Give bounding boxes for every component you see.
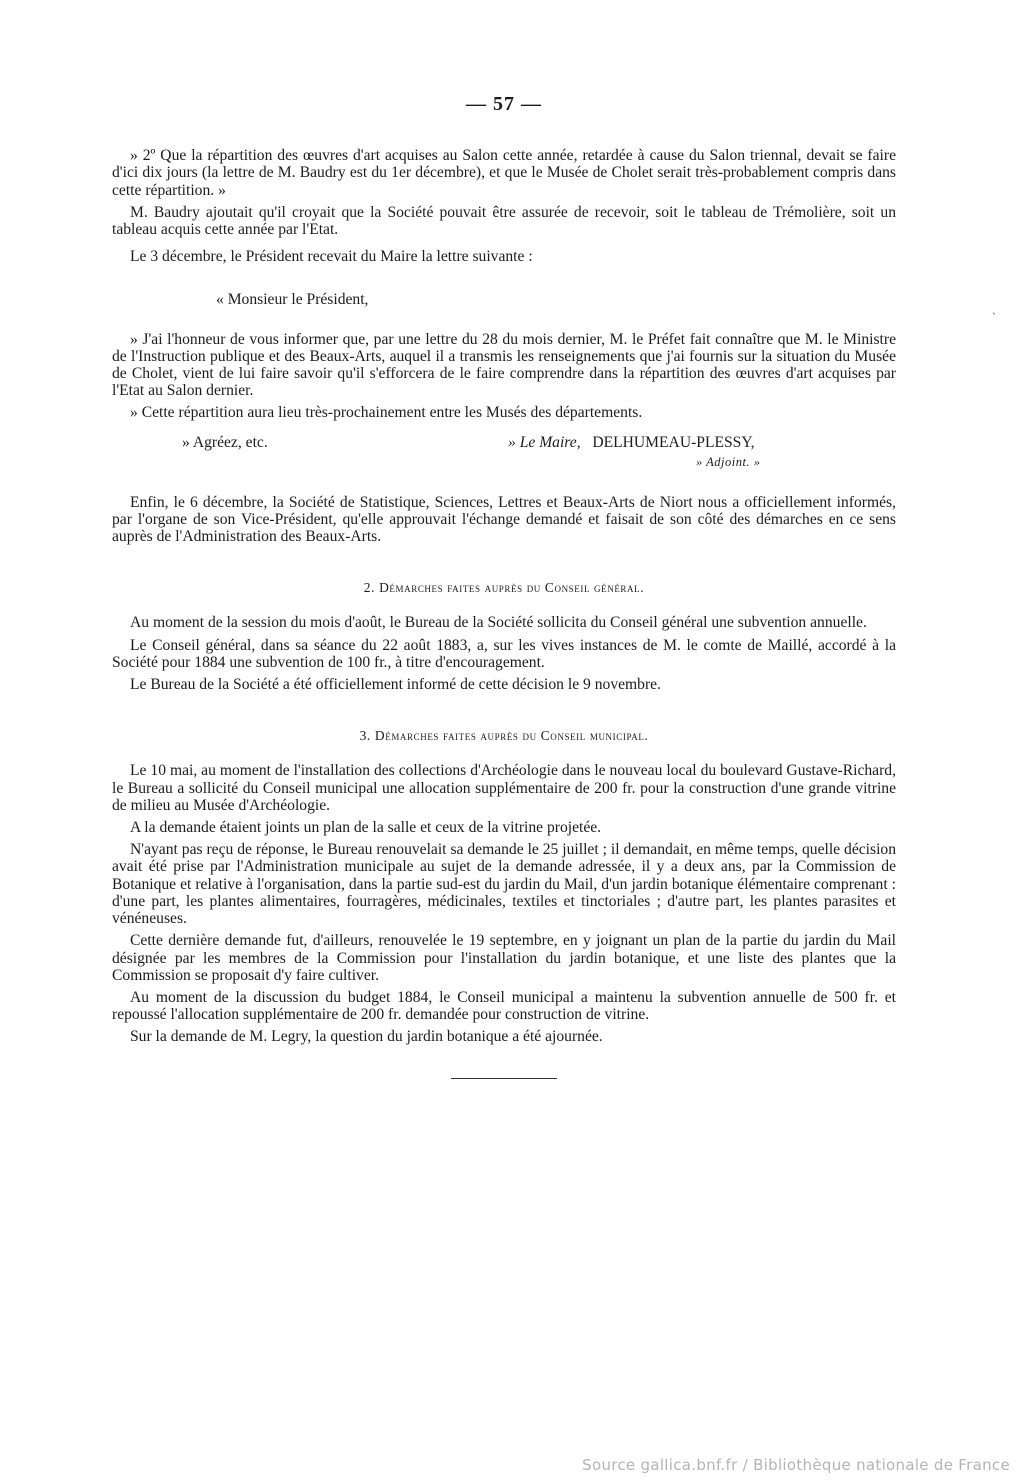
- letter-closing: » Agréez, etc.: [182, 433, 268, 451]
- source-footer: Source gallica.bnf.fr / Bibliothèque nationale de France: [582, 1456, 1010, 1474]
- section-2-title: 2. Démarches faites auprès du Conseil général.: [363, 580, 645, 596]
- paragraph-intro-1: » 2º Que la répartition des œuvres d'art acquises au Salon cette année, retardée à cause du Salon triennal, devait se faire d'ici dix jours (la lettre de M. Baudry est du 1er décembre), et que le Musée de Cholet serait très-probablement compris dans cette répartition. »: [112, 147, 896, 199]
- section-2-paragraph-1: Au moment de la session du mois d'août, le Bureau de la Société sollicita du Conseil général une subvention annuelle.: [130, 614, 867, 632]
- margin-mark: ˋ: [992, 310, 996, 324]
- section-2-paragraph-3: Le Bureau de la Société a été officiellement informé de cette décision le 9 novembre.: [130, 676, 661, 694]
- paragraph-intro-2: M. Baudry ajoutait qu'il croyait que la Société pouvait être assurée de recevoir, soit le tableau de Trémolière, soit un tableau acquis cette année par l'Etat.: [112, 203, 896, 239]
- end-rule: [451, 1078, 557, 1079]
- section-3-paragraph-1: Le 10 mai, au moment de l'installation des collections d'Archéologie dans le nouveau local du boulevard Gustave-Richard, le Bureau a sollicité du Conseil municipal une allocation supplémentaire de 200 fr. pour la construction d'une grande vitrine de milieu au Musée d'Archéologie.: [112, 762, 896, 814]
- letter-body-2: » Cette répartition aura lieu très-prochainement entre les Musés des départements.: [130, 404, 643, 422]
- signature-prefix: » Le Maire,: [508, 433, 581, 451]
- letter-signature: [508, 434, 755, 451]
- section-3-paragraph-6: Sur la demande de M. Legry, la question du jardin botanique a été ajournée.: [130, 1028, 603, 1046]
- section-3-paragraph-2: A la demande étaient joints un plan de la salle et ceux de la vitrine projetée.: [130, 819, 602, 837]
- signature-role: » Adjoint. »: [696, 454, 761, 469]
- signature-name: DELHUMEAU-PLESSY,: [592, 433, 755, 451]
- section-2-paragraph-2: Le Conseil général, dans sa séance du 22 août 1883, a, sur les vives instances de M. le comte de Maillé, accordé à la Société pour 1884 une subvention de 100 fr., à titre d'encouragement.: [112, 636, 896, 671]
- section-3-paragraph-4: Cette dernière demande fut, d'ailleurs, renouvelée le 19 septembre, en y joignant un plan de la partie du jardin du Mail désignée par les membres de la Commission pour l'installation du jardin botanique, et une liste des plantes que la Commission se proposait d'y faire cultiver.: [112, 932, 896, 984]
- section-3-paragraph-5: Au moment de la discussion du budget 1884, le Conseil municipal a maintenu la subvention annuelle de 500 fr. et repoussé l'allocation supplémentaire de 200 fr. demandée pour construction de vitrine.: [112, 988, 896, 1024]
- letter-role-row: [112, 454, 896, 472]
- page-number: — 57 —: [466, 93, 542, 115]
- section-3-title: 3. Démarches faites auprès du Conseil municipal.: [359, 728, 649, 744]
- paragraph-intro-3: Le 3 décembre, le Président recevait du Maire la lettre suivante :: [130, 248, 533, 266]
- document-page: [112, 93, 896, 1079]
- section-3-paragraph-3: N'ayant pas reçu de réponse, le Bureau renouvelait sa demande le 25 juillet ; il demandait, en même temps, quelle décision avait été prise par l'Administration municipale au sujet de la demande adressée, il y a deux ans, par la Commission de Botanique et relative à l'organisation, dans la partie sud-est du jardin du Mail, d'un jardin botanique élémentaire comprenant : d'une part, les plantes alimentaires, fourragères, médicinales, textiles et tinctoriales ; d'autre part, les plantes parasites et vénéneuses.: [112, 841, 896, 928]
- letter-closing-row: [112, 434, 896, 454]
- letter-body-1: » J'ai l'honneur de vous informer que, par une lettre du 28 du mois dernier, M. le Préfet fait connaître que M. le Ministre de l'Instruction publique et des Beaux-Arts, auquel il a transmis les renseignements que j'ai fournis sur la situation du Musée de Cholet, vient de lui faire savoir qu'il s'efforcera de le faire comprendre dans la répartition des œuvres d'art acquises par l'Etat au Salon dernier.: [112, 330, 896, 400]
- letter-salutation: « Monsieur le Président,: [216, 291, 369, 309]
- paragraph-after-letter: Enfin, le 6 décembre, la Société de Statistique, Sciences, Lettres et Beaux-Arts de Niort nous a officiellement informés, par l'organe de son Vice-Président, qu'elle approuvait l'échange demandé et faisait de son côté des démarches en ce sens auprès de l'Administration des Beaux-Arts.: [112, 493, 896, 546]
